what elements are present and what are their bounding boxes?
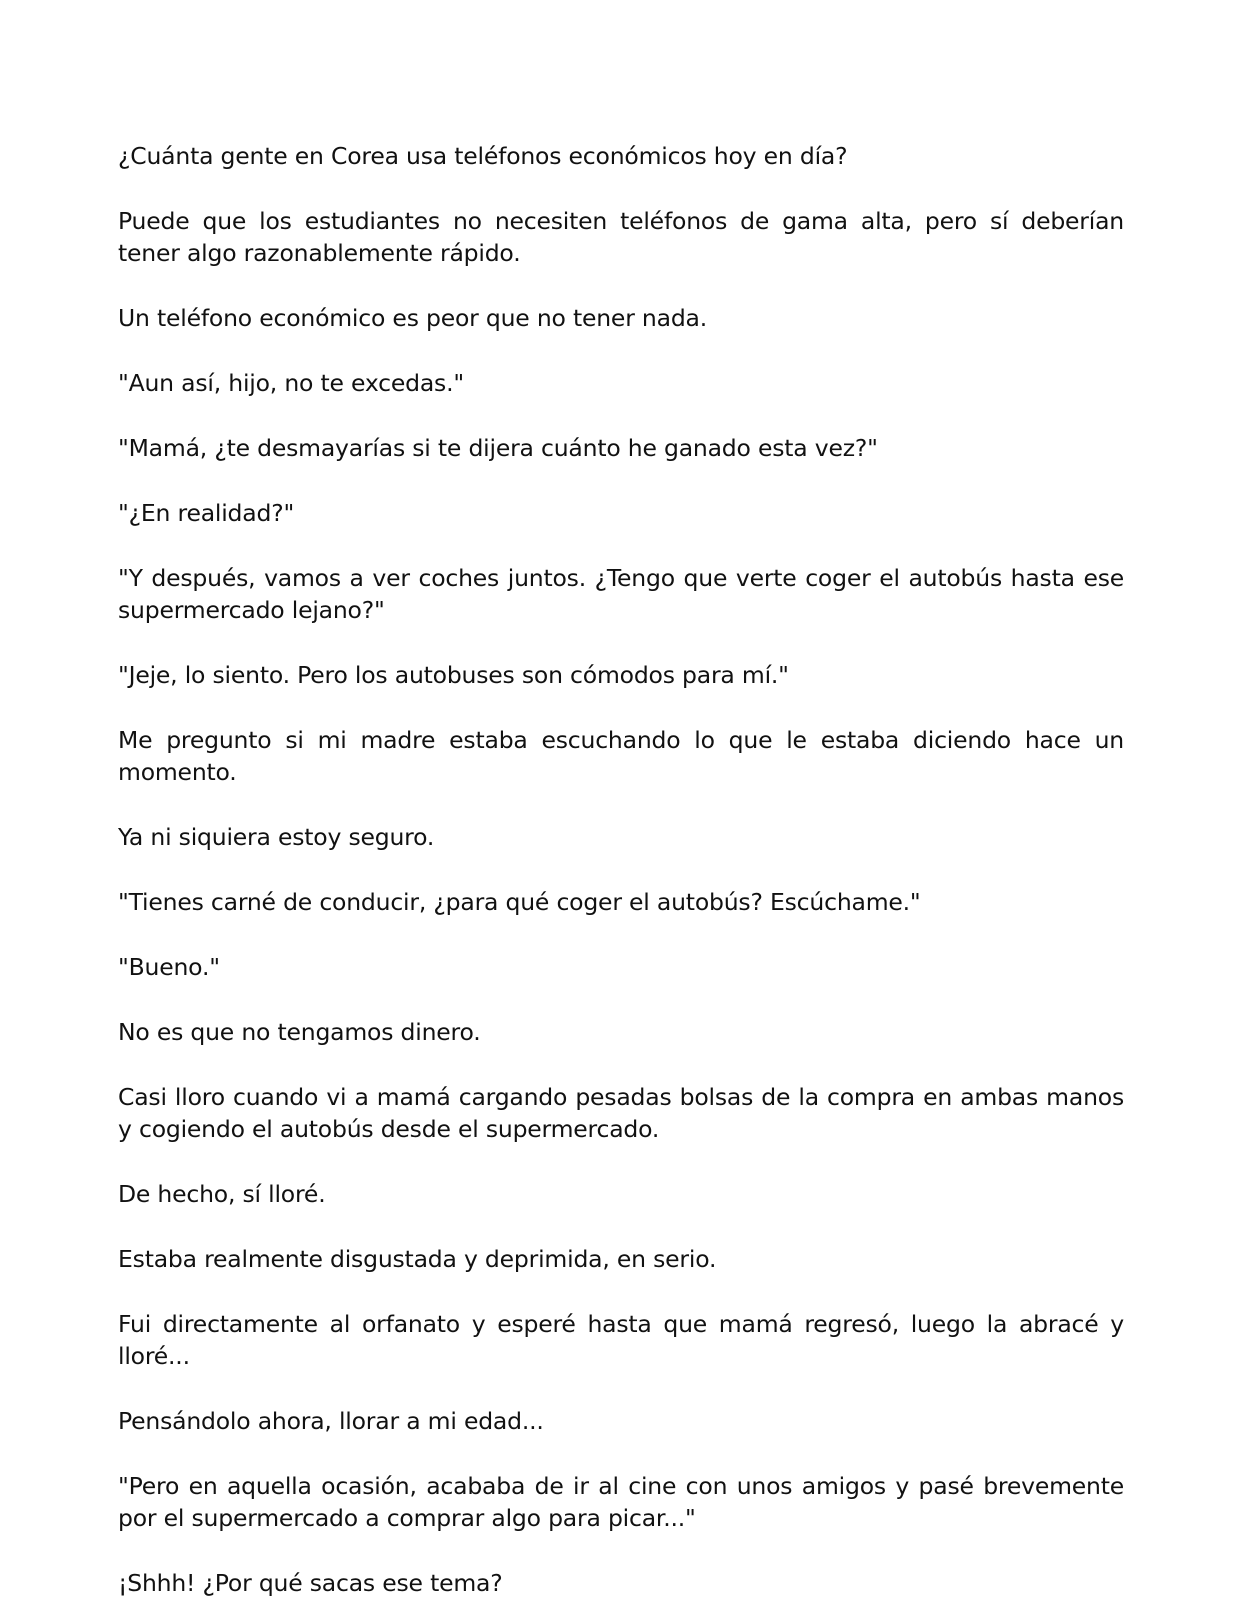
paragraph: Casi lloro cuando vi a mamá cargando pesadas bolsas de la compra en ambas manos y cogiendo el autobús desde el supermercado. (118, 1083, 1124, 1143)
paragraph: "Aun así, hijo, no te excedas." (118, 369, 464, 397)
paragraph: ¿Cuánta gente en Corea usa teléfonos económicos hoy en día? (118, 142, 848, 170)
paragraph: "Y después, vamos a ver coches juntos. ¿Tengo que verte coger el autobús hasta ese supermercado lejano?" (118, 564, 1124, 624)
paragraph: "Mamá, ¿te desmayarías si te dijera cuánto he ganado esta vez?" (118, 434, 878, 462)
paragraph: "Jeje, lo siento. Pero los autobuses son cómodos para mí." (118, 661, 789, 689)
paragraph: Ya ni siquiera estoy seguro. (118, 823, 435, 851)
paragraph: Puede que los estudiantes no necesiten teléfonos de gama alta, pero sí deberían tener algo razonablemente rápido. (118, 207, 1124, 267)
paragraph: Fui directamente al orfanato y esperé hasta que mamá regresó, luego la abracé y lloré... (118, 1310, 1124, 1370)
paragraph: "Tienes carné de conducir, ¿para qué coger el autobús? Escúchame." (118, 888, 921, 916)
paragraph: "¿En realidad?" (118, 499, 295, 527)
paragraph: Un teléfono económico es peor que no tener nada. (118, 304, 708, 332)
paragraph: "Pero en aquella ocasión, acababa de ir al cine con unos amigos y pasé brevemente por el supermercado a comprar algo para picar..." (118, 1472, 1124, 1532)
paragraph: Me pregunto si mi madre estaba escuchando lo que le estaba diciendo hace un momento. (118, 726, 1124, 786)
paragraph: Pensándolo ahora, llorar a mi edad... (118, 1407, 544, 1435)
paragraph: ¡Shhh! ¿Por qué sacas ese tema? (118, 1569, 503, 1597)
paragraph: No es que no tengamos dinero. (118, 1018, 481, 1046)
paragraph: "Bueno." (118, 953, 220, 981)
paragraph: Estaba realmente disgustada y deprimida, en serio. (118, 1245, 717, 1273)
paragraph: De hecho, sí lloré. (118, 1180, 326, 1208)
document-body (118, 140, 1124, 1620)
